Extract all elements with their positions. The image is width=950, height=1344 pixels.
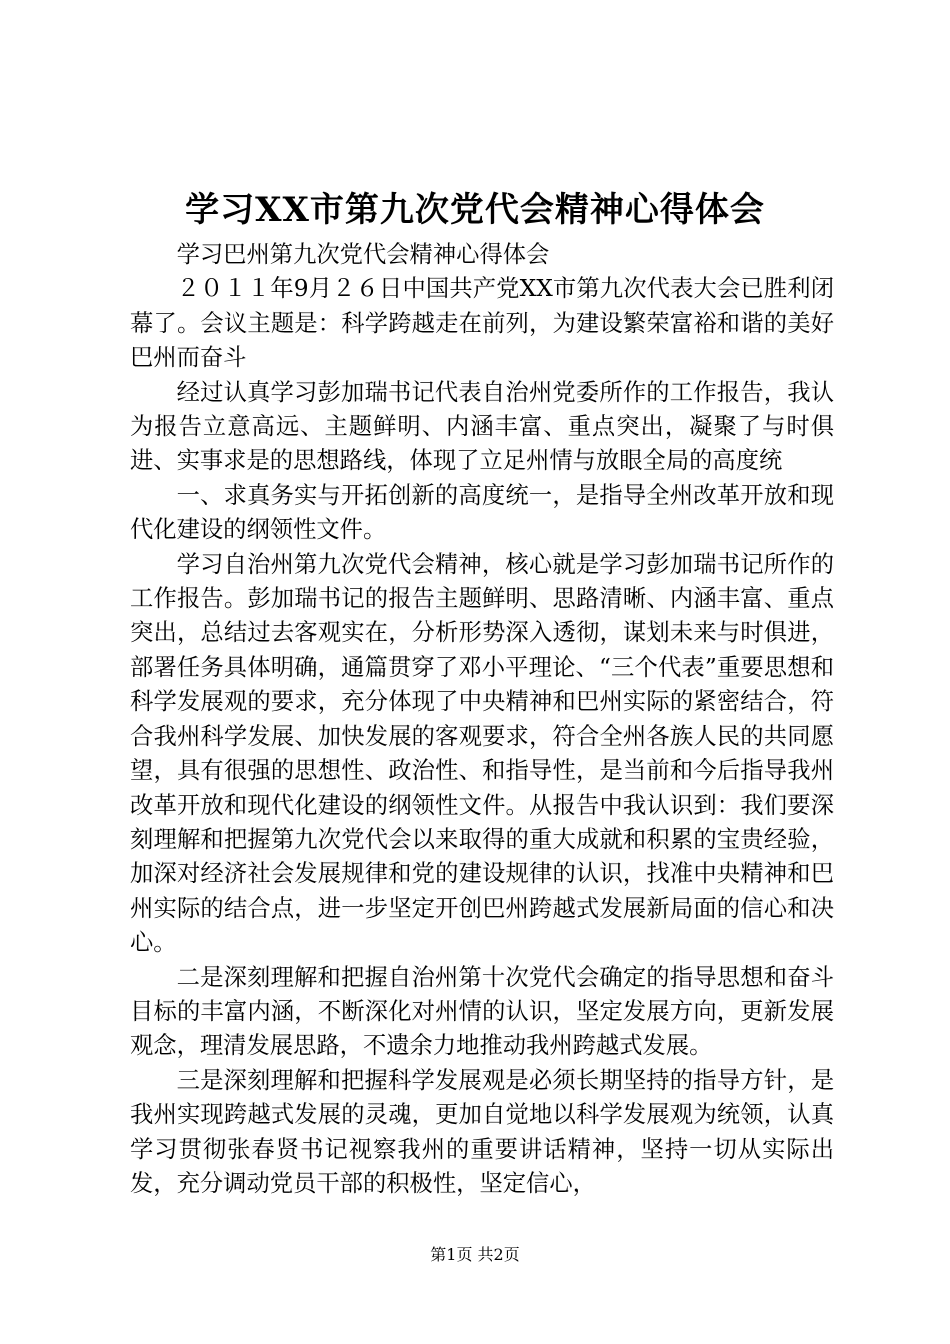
paragraph: 一、求真务实与开拓创新的高度统一，是指导全州改革开放和现代化建设的纲领性文件。 — [130, 481, 834, 544]
paragraph: 学习自治州第九次党代会精神，核心就是学习彭加瑞书记所作的工作报告。彭加瑞书记的报告主题鲜明、思路清晰、内涵丰富、重点突出，总结过去客观实在，分析形势深入透彻，谋划未来与时俱进，部署任务具体明确，通篇贯穿了邓小平理论、“三个代表”重要思想和科学发展观的要求，充分体现了中央精神和巴州实际的紧密结合，符合我州科学发展、加快发展的客观要求，符合全州各族人民的共同愿望，具有很强的思想性、政治性、和指导性，是当前和今后指导我州改革开放和现代化建设的纲领性文件。从报告中我认识到：我们要深刻理解和把握第九次党代会以来取得的重大成就和积累的宝贵经验，加深对经济社会发展规律和党的建设规律的认识，找准中央精神和巴州实际的结合点，进一步坚定开创巴州跨越式发展新局面的信心和决心。 — [130, 550, 834, 957]
page-number-footer: 第1页 共2页 — [430, 1245, 520, 1264]
paragraph: 二是深刻理解和把握自治州第十次党代会确定的指导思想和奋斗目标的丰富内涵，不断深化对州情的认识，坚定发展方向，更新发展观念，理清发展思路，不遗余力地推动我州跨越式发展。 — [130, 963, 834, 1060]
document-title: 学习XX市第九次党代会精神心得体会 — [185, 190, 765, 230]
document-body — [130, 238, 834, 1201]
paragraph: ２０１１年9月２６日中国共产党XX市第九次代表大会已胜利闭幕了。会议主题是：科学跨越走在前列，为建设繁荣富裕和谐的美好巴州而奋斗 — [130, 275, 834, 372]
paragraph-subtitle: 学习巴州第九次党代会精神心得体会 — [176, 241, 550, 268]
paragraph: 经过认真学习彭加瑞书记代表自治州党委所作的工作报告，我认为报告立意高远、主题鲜明、内涵丰富、重点突出，凝聚了与时俱进、实事求是的思想路线，体现了立足州情与放眼全局的高度统 — [130, 378, 834, 475]
paragraph: 三是深刻理解和把握科学发展观是必须长期坚持的指导方针，是我州实现跨越式发展的灵魂，更加自觉地以科学发展观为统领，认真学习贯彻张春贤书记视察我州的重要讲话精神，坚持一切从实际出发，充分调动党员干部的积极性，坚定信心， — [130, 1066, 834, 1197]
